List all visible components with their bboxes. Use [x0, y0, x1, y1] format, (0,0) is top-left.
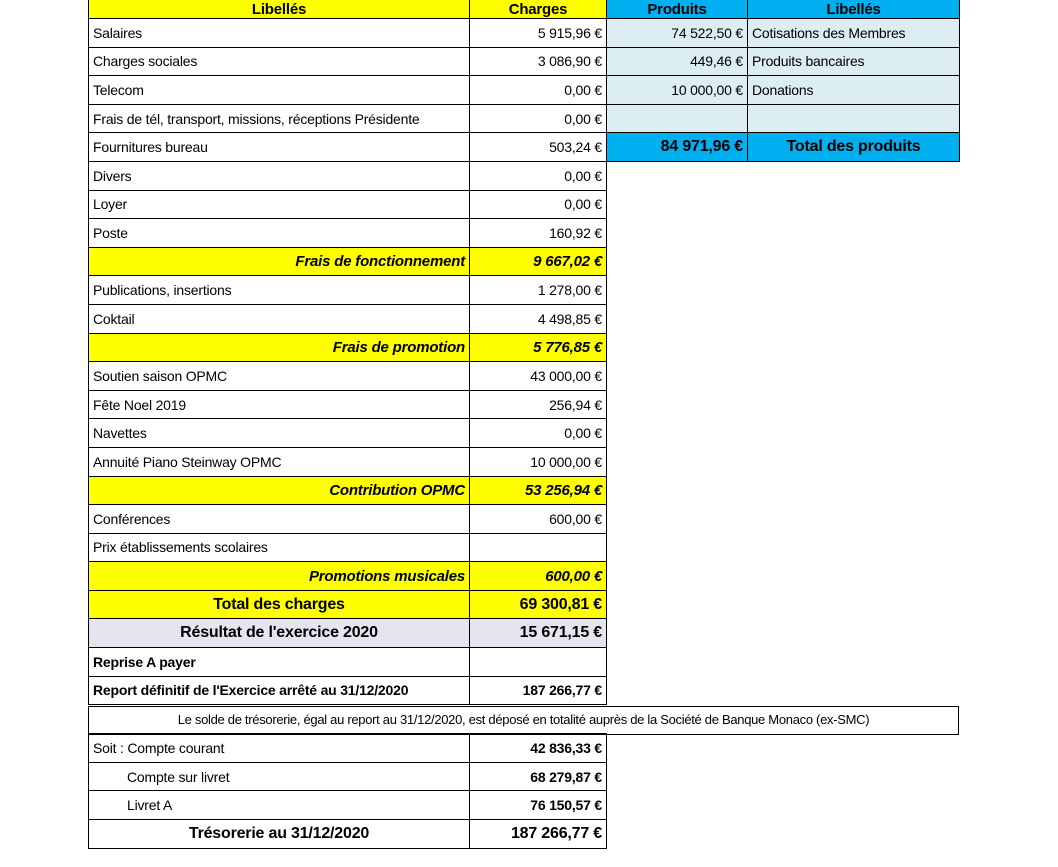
table-row [89, 762, 607, 791]
subtotal-row [89, 562, 607, 591]
table-row [607, 104, 960, 133]
report-row [89, 676, 607, 705]
table-row [89, 76, 607, 105]
row-label: Livret A [89, 791, 470, 820]
subtotal-row [89, 476, 607, 505]
row-amount: 0,00 € [470, 76, 607, 105]
total-charges-row [89, 590, 607, 619]
row-amount: 503,24 € [470, 133, 607, 162]
report-label: Report définitif de l'Exercice arrêté au 31/12/2020 [89, 676, 470, 705]
result-row [89, 619, 607, 648]
row-label: Compte sur livret [89, 762, 470, 791]
row-label: Frais de tél, transport, missions, réceptions Présidente [89, 104, 470, 133]
subtotal-row [89, 247, 607, 276]
row-label: Produits bancaires [748, 47, 960, 76]
subtotal-amount: 5 776,85 € [470, 333, 607, 362]
total-produits-amount: 84 971,96 € [607, 133, 748, 162]
row-label: Charges sociales [89, 47, 470, 76]
table-row [607, 47, 960, 76]
report-amount: 187 266,77 € [470, 676, 607, 705]
header-libelles: Libellés [89, 0, 470, 19]
row-label: Salaires [89, 19, 470, 48]
table-row [607, 19, 960, 48]
tresorerie-total-label: Trésorerie au 31/12/2020 [89, 820, 470, 849]
table-row [89, 104, 607, 133]
row-amount: 10 000,00 € [470, 447, 607, 476]
row-amount: 0,00 € [470, 104, 607, 133]
subtotal-amount: 600,00 € [470, 562, 607, 591]
row-amount: 5 915,96 € [470, 19, 607, 48]
row-amount: 42 836,33 € [470, 734, 607, 763]
row-label: Fête Noel 2019 [89, 390, 470, 419]
subtotal-label: Frais de fonctionnement [89, 247, 470, 276]
row-label: Divers [89, 161, 470, 190]
row-amount: 4 498,85 € [470, 304, 607, 333]
table-row [89, 19, 607, 48]
row-label: Fournitures bureau [89, 133, 470, 162]
subtotal-label: Frais de promotion [89, 333, 470, 362]
subtotal-amount: 9 667,02 € [470, 247, 607, 276]
row-amount: 1 278,00 € [470, 276, 607, 305]
produits-table [606, 0, 960, 162]
row-label: Loyer [89, 190, 470, 219]
table-row [89, 419, 607, 448]
row-label: Poste [89, 219, 470, 248]
tresorerie-note: Le solde de trésorerie, égal au report au 31/12/2020, est déposé en totalité auprès de la Société de Banque Monaco (ex-SMC) [88, 706, 959, 735]
total-charges-amount: 69 300,81 € [470, 590, 607, 619]
row-label: Annuité Piano Steinway OPMC [89, 447, 470, 476]
table-row [89, 791, 607, 820]
table-row [89, 447, 607, 476]
total-produits-row [607, 133, 960, 162]
table-row [89, 190, 607, 219]
row-amount [470, 533, 607, 562]
row-amount: 600,00 € [470, 505, 607, 534]
tresorerie-total-amount: 187 266,77 € [470, 820, 607, 849]
header-charges: Charges [470, 0, 607, 19]
row-label: Cotisations des Membres [748, 19, 960, 48]
total-charges-label: Total des charges [89, 590, 470, 619]
total-produits-label: Total des produits [748, 133, 960, 162]
table-row [89, 304, 607, 333]
row-label: Coktail [89, 304, 470, 333]
table-row [89, 390, 607, 419]
row-label: Reprise A payer [89, 648, 470, 677]
subtotal-label: Contribution OPMC [89, 476, 470, 505]
row-label: Donations [748, 76, 960, 105]
table-row [89, 648, 607, 677]
produits-header-row [607, 0, 960, 19]
table-row [89, 362, 607, 391]
subtotal-label: Promotions musicales [89, 562, 470, 591]
table-row [89, 734, 607, 763]
table-row [89, 133, 607, 162]
table-row [89, 219, 607, 248]
row-label: Soit : Compte courant [89, 734, 470, 763]
row-label: Prix établissements scolaires [89, 533, 470, 562]
row-amount [607, 104, 748, 133]
header-libelles: Libellés [748, 0, 960, 19]
header-produits: Produits [607, 0, 748, 19]
row-amount [470, 648, 607, 677]
table-row [607, 76, 960, 105]
row-amount: 0,00 € [470, 190, 607, 219]
row-label [748, 104, 960, 133]
row-amount: 0,00 € [470, 419, 607, 448]
table-row [89, 533, 607, 562]
table-row [89, 505, 607, 534]
tresorerie-total-row [89, 820, 607, 849]
subtotal-row [89, 333, 607, 362]
row-amount: 160,92 € [470, 219, 607, 248]
charges-header-row [89, 0, 607, 19]
table-row [89, 276, 607, 305]
row-amount: 10 000,00 € [607, 76, 748, 105]
result-amount: 15 671,15 € [470, 619, 607, 648]
row-amount: 0,00 € [470, 161, 607, 190]
row-amount: 256,94 € [470, 390, 607, 419]
row-label: Conférences [89, 505, 470, 534]
row-amount: 74 522,50 € [607, 19, 748, 48]
row-amount: 3 086,90 € [470, 47, 607, 76]
table-row [89, 161, 607, 190]
row-label: Publications, insertions [89, 276, 470, 305]
row-label: Telecom [89, 76, 470, 105]
row-amount: 68 279,87 € [470, 762, 607, 791]
table-row [89, 47, 607, 76]
row-label: Soutien saison OPMC [89, 362, 470, 391]
row-amount: 43 000,00 € [470, 362, 607, 391]
result-label: Résultat de l'exercice 2020 [89, 619, 470, 648]
row-label: Navettes [89, 419, 470, 448]
row-amount: 76 150,57 € [470, 791, 607, 820]
row-amount: 449,46 € [607, 47, 748, 76]
subtotal-amount: 53 256,94 € [470, 476, 607, 505]
